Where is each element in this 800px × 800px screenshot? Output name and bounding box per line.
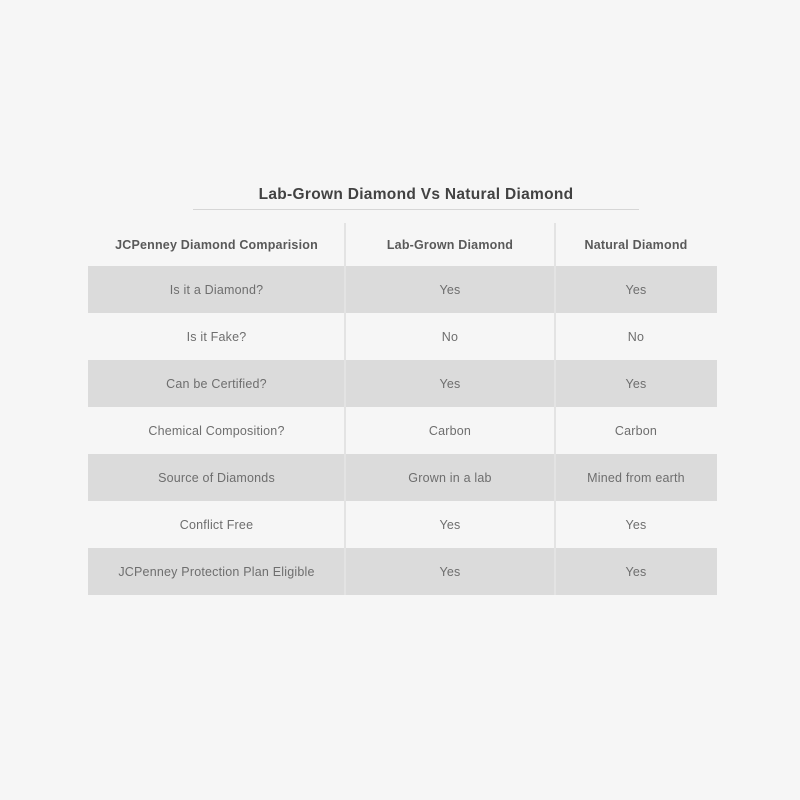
natural-value-cell: Yes <box>625 282 647 297</box>
header-cell-lab-grown: Lab-Grown Diamond <box>386 237 514 252</box>
table-row-source-of-diamonds <box>88 454 717 501</box>
lab-grown-value-cell: Carbon <box>428 423 472 438</box>
column-divider-2 <box>554 223 556 595</box>
feature-cell: JCPenney Protection Plan Eligible <box>118 564 315 579</box>
feature-cell: Conflict Free <box>179 517 254 532</box>
column-divider-1 <box>344 223 346 595</box>
natural-value-cell: No <box>627 329 645 344</box>
table-row-is-it-a-diamond <box>88 266 717 313</box>
page-title: Lab-Grown Diamond Vs Natural Diamond <box>258 186 574 203</box>
feature-cell: Is it a Diamond? <box>169 282 264 297</box>
title-underline <box>193 209 639 210</box>
natural-value-cell: Yes <box>625 564 647 579</box>
feature-cell: Is it Fake? <box>186 329 247 344</box>
feature-cell: Source of Diamonds <box>158 470 275 485</box>
table-row-is-it-fake <box>88 313 717 360</box>
table-row-chemical-composition <box>88 407 717 454</box>
header-cell-natural: Natural Diamond <box>584 237 688 252</box>
feature-cell: Can be Certified? <box>166 376 267 391</box>
feature-cell: Chemical Composition? <box>148 423 285 438</box>
lab-grown-value-cell: Yes <box>439 517 461 532</box>
lab-grown-value-cell: Yes <box>439 564 461 579</box>
natural-value-cell: Yes <box>625 517 647 532</box>
natural-value-cell: Mined from earth <box>587 470 685 485</box>
lab-grown-value-cell: Yes <box>439 376 461 391</box>
natural-value-cell: Carbon <box>614 423 658 438</box>
comparison-table <box>88 223 717 595</box>
lab-grown-value-cell: Yes <box>439 282 461 297</box>
lab-grown-value-cell: No <box>441 329 459 344</box>
table-header-row <box>88 223 717 266</box>
table-row-conflict-free <box>88 501 717 548</box>
natural-value-cell: Yes <box>625 376 647 391</box>
lab-grown-value-cell: Grown in a lab <box>408 470 492 485</box>
table-row-protection-plan-eligible <box>88 548 717 595</box>
header-cell-comparison: JCPenney Diamond Comparision <box>115 237 318 252</box>
table-row-can-be-certified <box>88 360 717 407</box>
